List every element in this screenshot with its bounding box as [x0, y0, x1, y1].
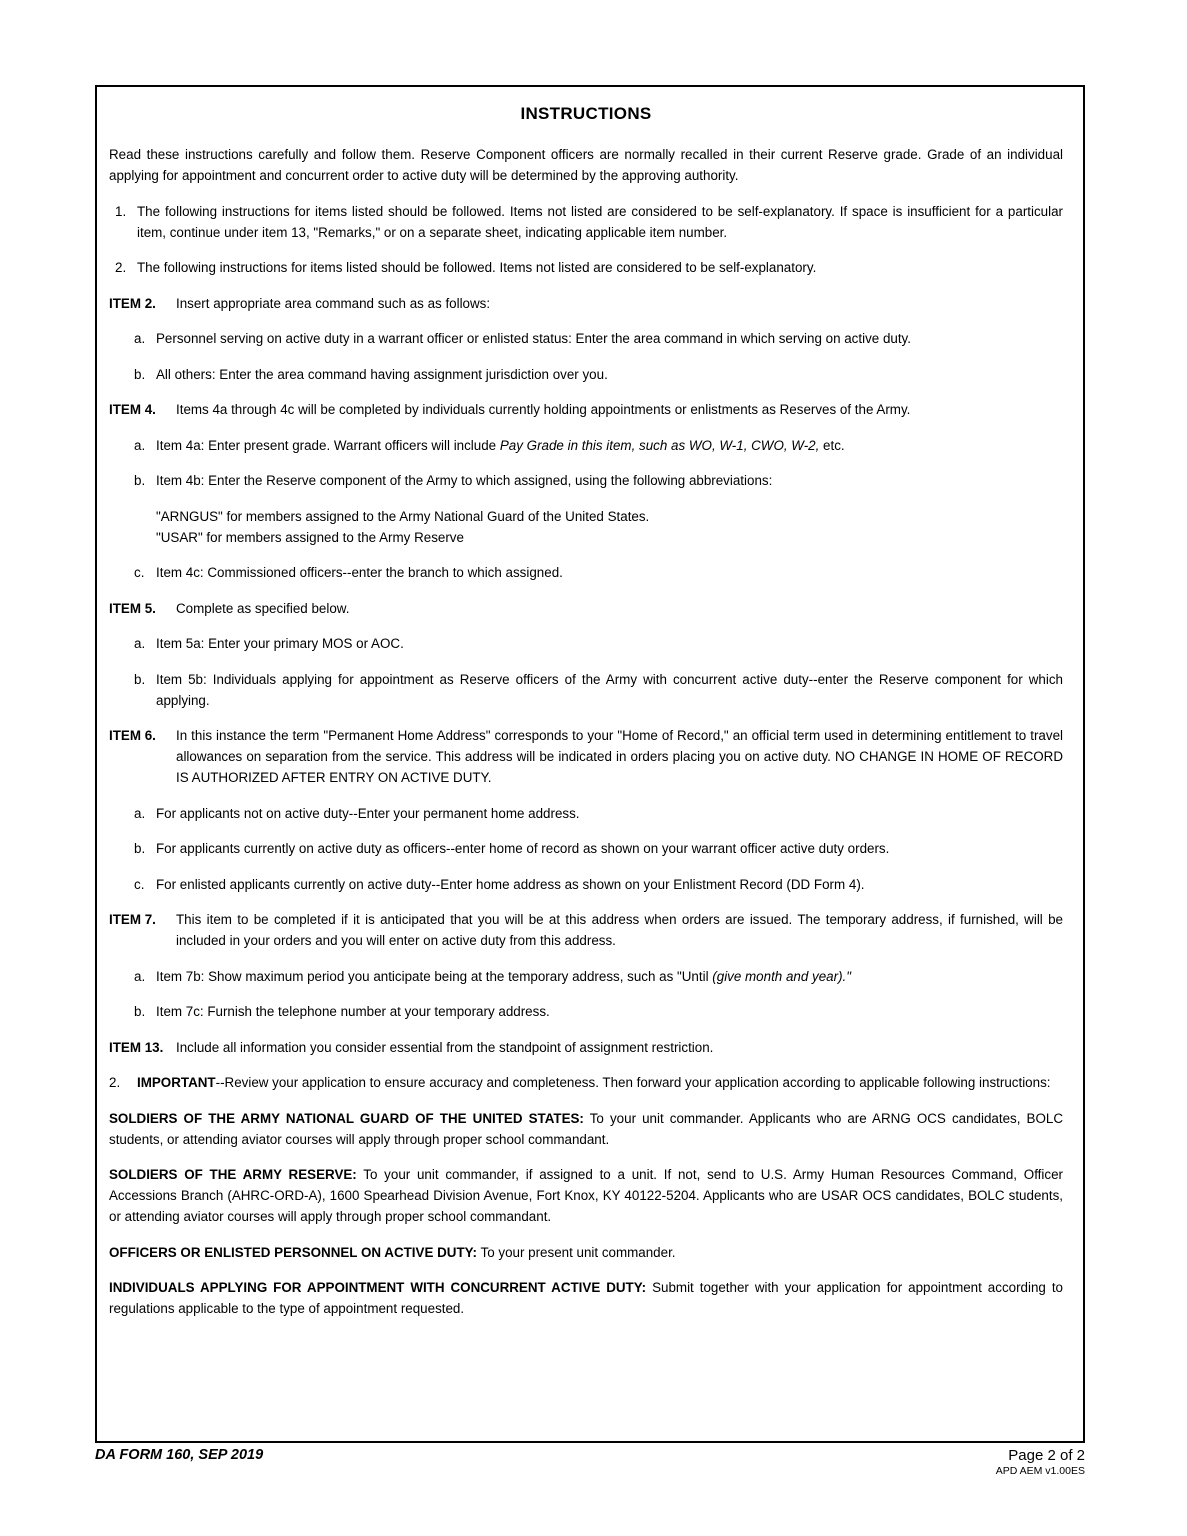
forward-active-duty-heading: OFFICERS OR ENLISTED PERSONNEL ON ACTIVE DUTY:: [109, 1244, 478, 1260]
important-paragraph: [109, 1072, 1063, 1093]
item-label: ITEM 4.: [109, 402, 156, 417]
italic-text: Pay Grade in this item, such as WO, W-1, CWO, W-2,: [499, 437, 820, 453]
item-2b: [109, 364, 1063, 385]
item-7a: [109, 966, 1063, 987]
page-footer: [95, 1447, 1085, 1478]
sub-item-text: Item 7b: Show maximum period you anticipate being at the temporary address, such as "Until: [156, 968, 713, 984]
item-label: ITEM 6.: [109, 728, 156, 743]
list-text: The following instructions for items listed should be followed. Items not listed are considered to be self-explanatory.: [137, 260, 817, 275]
numbered-instruction-2: [109, 257, 1063, 278]
item-label: ITEM 7.: [109, 912, 156, 927]
item-label: ITEM 5.: [109, 600, 156, 616]
forward-arng-paragraph: [109, 1108, 1063, 1150]
item-5-heading: [109, 598, 1063, 619]
forward-concurrent-text: Submit together with your application for appointment according to regulations applicable to the type of appointment requested.: [109, 1280, 1063, 1316]
item-text: Complete as specified below.: [176, 600, 350, 616]
form-number: DA FORM 160, SEP 2019: [95, 1447, 264, 1463]
sub-item-label: a.: [134, 636, 146, 651]
abbreviation-block: [156, 506, 1063, 548]
item-label: ITEM 13.: [109, 1039, 164, 1055]
sub-item-text-tail: etc.: [819, 437, 845, 453]
abbreviation-usar: "USAR" for members assigned to the Army Reserve: [156, 529, 464, 545]
forward-arng-text: To your unit commander. Applicants who are ARNG OCS candidates, BOLC students, or attending aviator courses will apply through proper school commandant.: [109, 1110, 1063, 1147]
item-5a: [109, 633, 1063, 654]
sub-item-text: Item 4c: Commissioned officers--enter the branch to which assigned.: [156, 565, 563, 580]
list-number: 2.: [115, 260, 127, 275]
item-text: Items 4a through 4c will be completed by individuals currently holding appointments or enlistments as Reserves of the Army.: [176, 402, 911, 417]
intro-paragraph: Read these instructions carefully and follow them. Reserve Component officers are normally recalled in their current Reserve grade. Grade of an individual applying for appointment and concurrent order to active duty will be determined by the approving authority.: [109, 147, 1063, 183]
item-4b: [109, 470, 1063, 491]
item-4a: [109, 435, 1063, 456]
item-4-heading: [109, 399, 1063, 420]
item-7-heading: [109, 909, 1063, 951]
item-text: Include all information you consider essential from the standpoint of assignment restriction.: [176, 1039, 714, 1055]
list-number: 1.: [115, 203, 127, 219]
sub-item-label: b.: [134, 1004, 146, 1019]
footer-right-block: [996, 1447, 1085, 1478]
sub-item-text: For applicants not on active duty--Enter your permanent home address.: [156, 805, 580, 821]
item-2-heading: [109, 293, 1063, 314]
sub-item-text: Personnel serving on active duty in a warrant officer or enlisted status: Enter the area command in which serving on active duty.: [156, 331, 911, 346]
forward-usar-text: To your unit commander, if assigned to a unit. If not, send to U.S. Army Human Resources Command, Officer Accessions Branch (AHRC-ORD-A), 1600 Spearhead Division Avenue, Fort Knox, KY 40122-5204. Applicants who are USAR OCS candidates, BOLC students, or attending aviator courses will apply through proper school commandant.: [109, 1167, 1063, 1224]
form-version: APD AEM v1.00ES: [995, 1465, 1085, 1477]
forward-concurrent-paragraph: [109, 1277, 1063, 1319]
page-number: Page 2 of 2: [1008, 1447, 1085, 1464]
forward-arng-heading: SOLDIERS OF THE ARMY NATIONAL GUARD OF THE UNITED STATES:: [109, 1110, 584, 1126]
sub-item-label: a.: [134, 968, 146, 984]
abbreviation-arngus: "ARNGUS" for members assigned to the Army National Guard of the United States.: [156, 508, 650, 524]
sub-item-label: b.: [134, 473, 146, 488]
sub-item-label: b.: [134, 366, 146, 382]
item-13-heading: [109, 1037, 1063, 1058]
sub-item-text: All others: Enter the area command having assignment jurisdiction over you.: [156, 366, 608, 382]
sub-item-label: a.: [134, 331, 146, 346]
sub-item-label: a.: [134, 805, 146, 821]
item-2a: [109, 328, 1063, 349]
numbered-instruction-1: [109, 201, 1063, 243]
important-label: IMPORTANT: [137, 1075, 216, 1090]
item-text: This item to be completed if it is anticipated that you will be at this address when orders are issued. The temporary address, if furnished, will be included in your orders and you will enter on active duty from this address.: [176, 912, 1063, 948]
forward-active-duty-text: To your present unit commander.: [477, 1244, 676, 1260]
sub-item-text: Item 5a: Enter your primary MOS or AOC.: [156, 636, 404, 651]
sub-item-text: For enlisted applicants currently on active duty--Enter home address as shown on your Enlistment Record (DD Form 4).: [156, 876, 865, 892]
forward-usar-paragraph: [109, 1164, 1063, 1227]
sub-item-text: Item 4a: Enter present grade. Warrant officers will include: [156, 437, 500, 453]
sub-item-text: For applicants currently on active duty as officers--enter home of record as shown on your warrant officer active duty orders.: [156, 841, 890, 856]
item-5b: [109, 669, 1063, 711]
page-title: INSTRUCTIONS: [520, 104, 652, 123]
item-6c: [109, 874, 1063, 895]
italic-text: (give month and year).": [712, 968, 852, 984]
sub-item-text: Item 5b: Individuals applying for appointment as Reserve officers of the Army with concurrent active duty--enter the Reserve component for which applying.: [156, 671, 1063, 708]
instructions-border-box: [95, 85, 1085, 1443]
sub-item-label: b.: [134, 841, 146, 856]
sub-item-label: a.: [134, 437, 146, 453]
item-6b: [109, 838, 1063, 859]
sub-item-label: c.: [134, 565, 145, 580]
list-text: The following instructions for items listed should be followed. Items not listed are considered to be self-explanatory. If space is insufficient for a particular item, continue under item 13, "Remarks," or on a separate sheet, indicating applicable item number.: [137, 203, 1063, 240]
forward-concurrent-heading: INDIVIDUALS APPLYING FOR APPOINTMENT WITH CONCURRENT ACTIVE DUTY:: [109, 1280, 647, 1295]
item-4c: [109, 562, 1063, 583]
important-text: --Review your application to ensure accuracy and completeness. Then forward your application according to applicable following instructions:: [215, 1075, 1051, 1090]
item-7b: [109, 1001, 1063, 1022]
item-6-heading: [109, 725, 1063, 788]
list-number: 2.: [109, 1075, 121, 1090]
item-text: Insert appropriate area command such as as follows:: [176, 295, 491, 311]
item-text: In this instance the term "Permanent Home Address" corresponds to your "Home of Record," an official term used in determining entitlement to travel allowances on separation from the service. This address will be indicated in orders placing you on active duty. NO CHANGE IN HOME OF RECORD IS AUTHORIZED AFTER ENTRY ON ACTIVE DUTY.: [176, 728, 1063, 785]
sub-item-label: b.: [134, 671, 146, 687]
forward-usar-heading: SOLDIERS OF THE ARMY RESERVE:: [109, 1167, 357, 1182]
item-6a: [109, 803, 1063, 824]
forward-active-duty-paragraph: [109, 1242, 1063, 1263]
item-label: ITEM 2.: [109, 295, 156, 311]
sub-item-text: Item 7c: Furnish the telephone number at your temporary address.: [156, 1004, 550, 1019]
sub-item-label: c.: [134, 876, 145, 892]
sub-item-text: Item 4b: Enter the Reserve component of the Army to which assigned, using the following abbreviations:: [156, 473, 773, 488]
